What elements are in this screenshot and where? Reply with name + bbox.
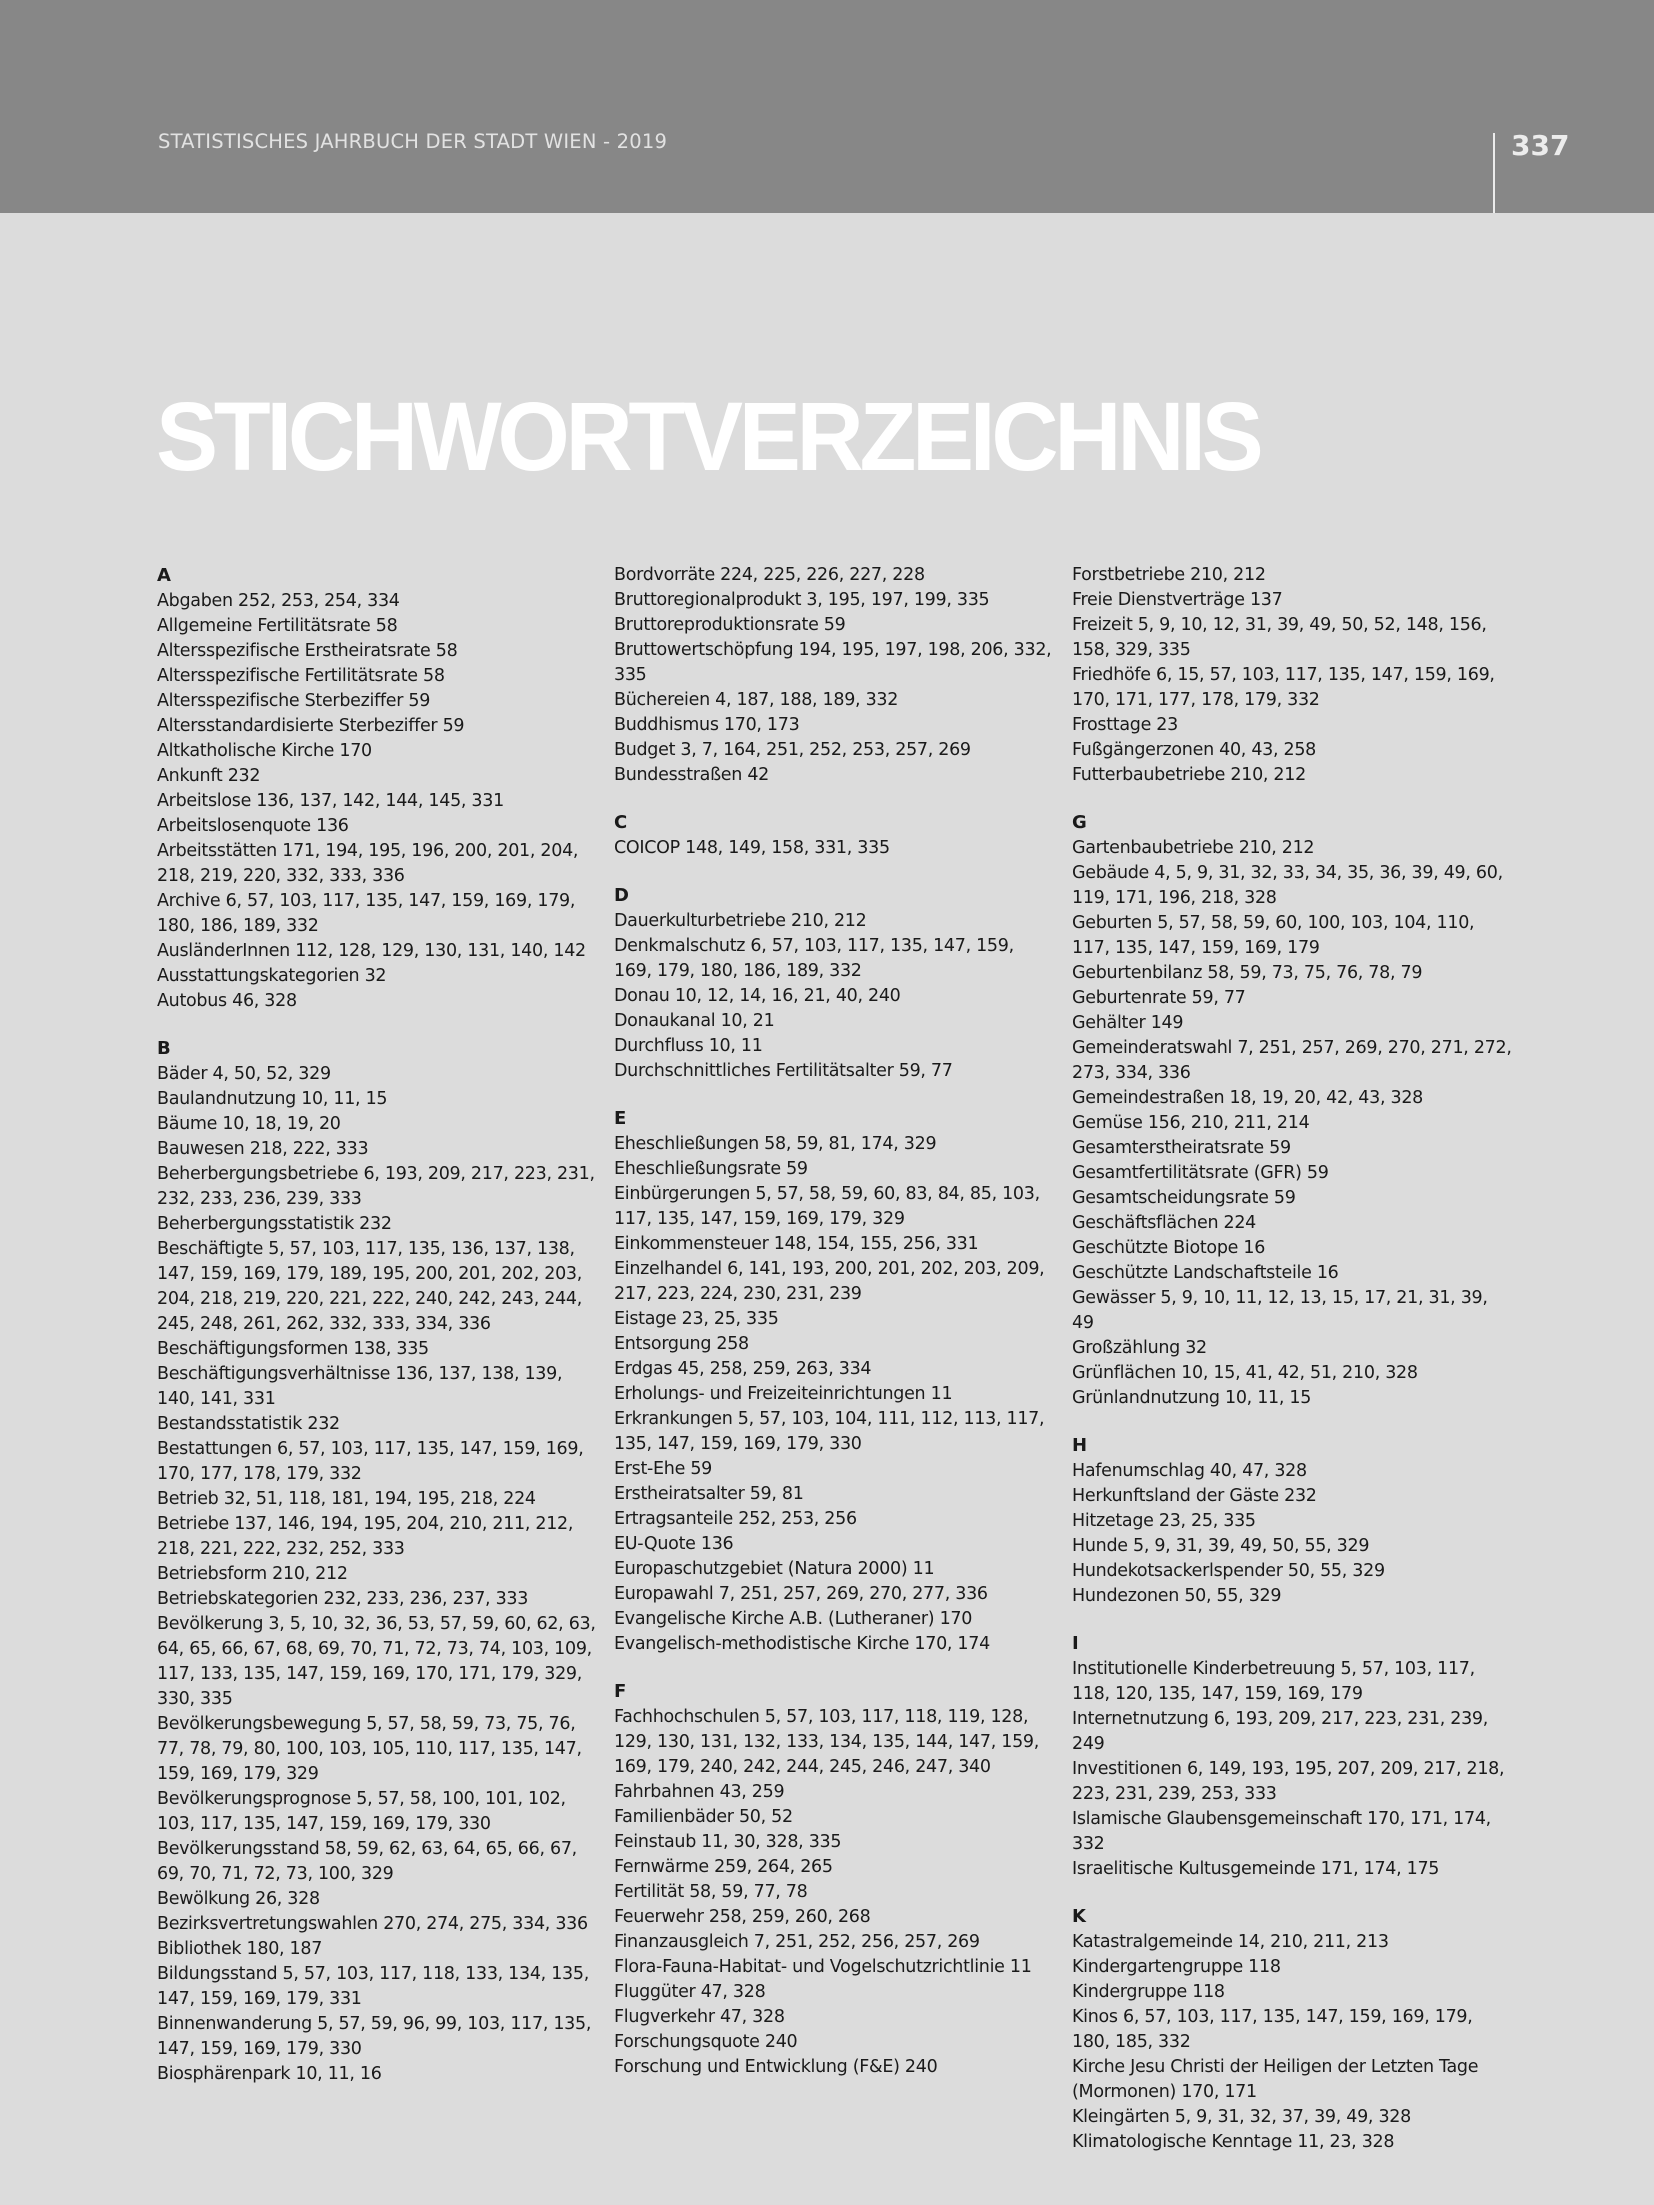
index-entry: Israelitische Kultusgemeinde 171, 174, 175 [1072,1859,1440,1879]
index-entry: Baulandnutzung 10, 11, 15 [157,1089,388,1109]
section-letter: G [1072,812,1087,833]
index-entry: Eheschließungsrate 59 [614,1159,808,1179]
index-entry: Fußgängerzonen 40, 43, 258 [1072,740,1317,760]
index-entry: Katastralgemeinde 14, 210, 211, 213 [1072,1932,1389,1952]
index-entry: Islamische Glaubensgemeinschaft 170, 171, 174, 332 [1072,1809,1491,1854]
index-entry: Grünflächen 10, 15, 41, 42, 51, 210, 328 [1072,1363,1418,1383]
index-entry: Geburtenrate 59, 77 [1072,988,1246,1008]
index-entry: Fachhochschulen 5, 57, 103, 117, 118, 119, 128, 129, 130, 131, 132, 133, 134, 135, 144, 147, 159, 169, 179, 240, 242, 244, 245, 246, 247, 340 [614,1707,1040,1777]
index-entry: Altersspezifische Fertilitätsrate 58 [157,666,445,686]
index-section [614,563,1054,788]
index-entry: Bezirksvertretungswahlen 270, 274, 275, 334, 336 [157,1914,588,1934]
index-entry: Bevölkerung 3, 5, 10, 32, 36, 53, 57, 59, 60, 62, 63, 64, 65, 66, 67, 68, 69, 70, 71, 72, 73, 74, 103, 109, 117, 133, 135, 147, 159, 169, 170, 171, 179, 329, 330, 335 [157,1614,596,1709]
index-entry: Geburten 5, 57, 58, 59, 60, 100, 103, 104, 110, 117, 135, 147, 159, 169, 179 [1072,913,1475,958]
index-entry: Friedhöfe 6, 15, 57, 103, 117, 135, 147, 159, 169, 170, 171, 177, 178, 179, 332 [1072,665,1495,710]
index-entry: Gemüse 156, 210, 211, 214 [1072,1113,1310,1133]
index-entry: Gebäude 4, 5, 9, 31, 32, 33, 34, 35, 36, 39, 49, 60, 119, 171, 196, 218, 328 [1072,863,1503,908]
index-entry: Donaukanal 10, 21 [614,1011,775,1031]
index-section [614,810,1054,861]
section-letter: D [614,885,629,906]
index-entry: Altersspezifische Erstheiratsrate 58 [157,641,458,661]
index-entry: Archive 6, 57, 103, 117, 135, 147, 159, 169, 179, 180, 186, 189, 332 [157,891,576,936]
index-entry: Europawahl 7, 251, 257, 269, 270, 277, 336 [614,1584,988,1604]
index-entry: Fertilität 58, 59, 77, 78 [614,1882,808,1902]
index-entry: Freizeit 5, 9, 10, 12, 31, 39, 49, 50, 52, 148, 156, 158, 329, 335 [1072,615,1487,660]
index-entry: Kleingärten 5, 9, 31, 32, 37, 39, 49, 328 [1072,2107,1411,2127]
page-number: 337 [1511,129,1570,162]
index-entry: Internetnutzung 6, 193, 209, 217, 223, 231, 239, 249 [1072,1709,1489,1754]
index-entry: Ertragsanteile 252, 253, 256 [614,1509,857,1529]
index-entry: Gemeinderatswahl 7, 251, 257, 269, 270, 271, 272, 273, 334, 336 [1072,1038,1512,1083]
index-section [1072,1631,1512,1882]
index-entry: Gemeindestraßen 18, 19, 20, 42, 43, 328 [1072,1088,1423,1108]
index-entry: Fluggüter 47, 328 [614,1982,766,2002]
index-entry: Evangelisch-methodistische Kirche 170, 174 [614,1634,990,1654]
index-entry: Dauerkulturbetriebe 210, 212 [614,911,867,931]
index-section [157,1036,597,2087]
index-entry: Eheschließungen 58, 59, 81, 174, 329 [614,1134,937,1154]
index-entry: Bäder 4, 50, 52, 329 [157,1064,331,1084]
index-entry: Gesamtscheidungsrate 59 [1072,1188,1296,1208]
index-entry: Erdgas 45, 258, 259, 263, 334 [614,1359,872,1379]
index-entry: Durchfluss 10, 11 [614,1036,763,1056]
index-entry: Altersspezifische Sterbeziffer 59 [157,691,431,711]
index-section [157,563,597,1014]
index-entry: Hunde 5, 9, 31, 39, 49, 50, 55, 329 [1072,1536,1370,1556]
index-entry: Bildungsstand 5, 57, 103, 117, 118, 133, 134, 135, 147, 159, 169, 179, 331 [157,1964,589,2009]
index-entry: Kindergruppe 118 [1072,1982,1225,2002]
index-entry: Altersstandardisierte Sterbeziffer 59 [157,716,465,736]
index-entry: Bruttoreproduktionsrate 59 [614,615,846,635]
index-section [614,883,1054,1084]
index-entry: Flugverkehr 47, 328 [614,2007,785,2027]
index-entry: Forstbetriebe 210, 212 [1072,565,1266,585]
index-entry: Gehälter 149 [1072,1013,1184,1033]
index-entry: Einzelhandel 6, 141, 193, 200, 201, 202, 203, 209, 217, 223, 224, 230, 231, 239 [614,1259,1045,1304]
index-column-1 [157,563,597,2109]
index-entry: Forschungsquote 240 [614,2032,798,2052]
index-entry: Geschützte Biotope 16 [1072,1238,1266,1258]
index-entry: Familienbäder 50, 52 [614,1807,793,1827]
index-entry: Erkrankungen 5, 57, 103, 104, 111, 112, 113, 117, 135, 147, 159, 169, 179, 330 [614,1409,1045,1454]
index-entry: Bestandsstatistik 232 [157,1414,340,1434]
index-entry: Erholungs- und Freizeiteinrichtungen 11 [614,1384,953,1404]
index-entry: Hundezonen 50, 55, 329 [1072,1586,1282,1606]
index-entry: Autobus 46, 328 [157,991,297,1011]
index-column-2 [614,563,1054,2102]
index-entry: Gewässer 5, 9, 10, 11, 12, 13, 15, 17, 21, 31, 39, 49 [1072,1288,1488,1333]
index-entry: Institutionelle Kinderbetreuung 5, 57, 103, 117, 118, 120, 135, 147, 159, 169, 179 [1072,1659,1475,1704]
index-entry: Arbeitslosenquote 136 [157,816,349,836]
index-section [1072,810,1512,1411]
index-entry: Geschäftsflächen 224 [1072,1213,1256,1233]
index-entry: Gartenbaubetriebe 210, 212 [1072,838,1315,858]
section-letter: F [614,1681,627,1702]
index-entry: Ausstattungskategorien 32 [157,966,387,986]
index-entry: Bruttowertschöpfung 194, 195, 197, 198, 206, 332, 335 [614,640,1052,685]
index-entry: Betrieb 32, 51, 118, 181, 194, 195, 218, 224 [157,1489,536,1509]
index-entry: Kirche Jesu Christi der Heiligen der Letzten Tage (Mormonen) 170, 171 [1072,2057,1479,2102]
section-letter: C [614,812,628,833]
index-entry: Bauwesen 218, 222, 333 [157,1139,369,1159]
index-entry: Europaschutzgebiet (Natura 2000) 11 [614,1559,935,1579]
index-entry: Ankunft 232 [157,766,261,786]
index-entry: Futterbaubetriebe 210, 212 [1072,765,1306,785]
index-entry: Durchschnittliches Fertilitätsalter 59, 77 [614,1061,953,1081]
index-entry: Beschäftigungsverhältnisse 136, 137, 138, 139, 140, 141, 331 [157,1364,563,1409]
index-entry: COICOP 148, 149, 158, 331, 335 [614,838,890,858]
index-entry: Freie Dienstverträge 137 [1072,590,1283,610]
index-entry: Grünlandnutzung 10, 11, 15 [1072,1388,1312,1408]
index-entry: Betriebe 137, 146, 194, 195, 204, 210, 211, 212, 218, 221, 222, 232, 252, 333 [157,1514,574,1559]
index-entry: Bundesstraßen 42 [614,765,769,785]
index-section [614,1106,1054,1657]
index-entry: Büchereien 4, 187, 188, 189, 332 [614,690,899,710]
index-entry: Geburtenbilanz 58, 59, 73, 75, 76, 78, 79 [1072,963,1423,983]
index-entry: Bordvorräte 224, 225, 226, 227, 228 [614,565,925,585]
index-entry: Budget 3, 7, 164, 251, 252, 253, 257, 269 [614,740,971,760]
page-number-divider [1493,133,1495,213]
header-band [0,0,1654,213]
section-letter: K [1072,1906,1086,1927]
index-entry: Hundekotsackerlspender 50, 55, 329 [1072,1561,1385,1581]
index-entry: Bevölkerungsprognose 5, 57, 58, 100, 101, 102, 103, 117, 135, 147, 159, 169, 179, 330 [157,1789,566,1834]
index-entry: Bestattungen 6, 57, 103, 117, 135, 147, 159, 169, 170, 177, 178, 179, 332 [157,1439,584,1484]
index-entry: Klimatologische Kenntage 11, 23, 328 [1072,2132,1395,2152]
index-entry: Fahrbahnen 43, 259 [614,1782,785,1802]
running-head: STATISTISCHES JAHRBUCH DER STADT WIEN - 2019 [158,130,668,153]
index-entry: Abgaben 252, 253, 254, 334 [157,591,400,611]
index-entry: Bevölkerungsbewegung 5, 57, 58, 59, 73, 75, 76, 77, 78, 79, 80, 100, 103, 105, 110, 117, 135, 147, 159, 169, 179, 329 [157,1714,582,1784]
index-entry: Bewölkung 26, 328 [157,1889,320,1909]
index-entry: Bibliothek 180, 187 [157,1939,323,1959]
index-entry: Investitionen 6, 149, 193, 195, 207, 209, 217, 218, 223, 231, 239, 253, 333 [1072,1759,1505,1804]
index-entry: Biosphärenpark 10, 11, 16 [157,2064,382,2084]
index-entry: Altkatholische Kirche 170 [157,741,372,761]
index-entry: Arbeitslose 136, 137, 142, 144, 145, 331 [157,791,504,811]
index-entry: Donau 10, 12, 14, 16, 21, 40, 240 [614,986,901,1006]
index-entry: Finanzausgleich 7, 251, 252, 256, 257, 269 [614,1932,980,1952]
index-entry: Betriebskategorien 232, 233, 236, 237, 333 [157,1589,529,1609]
index-entry: Binnenwanderung 5, 57, 59, 96, 99, 103, 117, 135, 147, 159, 169, 179, 330 [157,2014,592,2059]
index-entry: Eistage 23, 25, 335 [614,1309,779,1329]
index-entry: Einkommensteuer 148, 154, 155, 256, 331 [614,1234,979,1254]
index-entry: Bruttoregionalprodukt 3, 195, 197, 199, 335 [614,590,990,610]
section-letter: E [614,1108,627,1129]
index-entry: Gesamtfertilitätsrate (GFR) 59 [1072,1163,1329,1183]
index-entry: Arbeitsstätten 171, 194, 195, 196, 200, 201, 204, 218, 219, 220, 332, 333, 336 [157,841,579,886]
section-letter: A [157,565,171,586]
index-entry: Geschützte Landschaftsteile 16 [1072,1263,1339,1283]
index-entry: Frosttage 23 [1072,715,1178,735]
index-entry: Fernwärme 259, 264, 265 [614,1857,833,1877]
index-entry: Einbürgerungen 5, 57, 58, 59, 60, 83, 84, 85, 103, 117, 135, 147, 159, 169, 179, 329 [614,1184,1040,1229]
page-title: STICHWORTVERZEICHNIS [156,382,1260,491]
index-entry: Flora-Fauna-Habitat- und Vogelschutzrichtlinie 11 [614,1957,1032,1977]
index-entry: EU-Quote 136 [614,1534,734,1554]
index-entry: Beherbergungsbetriebe 6, 193, 209, 217, 223, 231, 232, 233, 236, 239, 333 [157,1164,595,1209]
index-entry: Betriebsform 210, 212 [157,1564,348,1584]
index-entry: Herkunftsland der Gäste 232 [1072,1486,1317,1506]
index-entry: Kindergartengruppe 118 [1072,1957,1281,1977]
index-section [1072,1433,1512,1609]
index-section [1072,563,1512,788]
index-entry: Feuerwehr 258, 259, 260, 268 [614,1907,871,1927]
index-column-3 [1072,563,1512,2177]
index-section [1072,1904,1512,2155]
section-letter: B [157,1038,171,1059]
index-entry: Denkmalschutz 6, 57, 103, 117, 135, 147, 159, 169, 179, 180, 186, 189, 332 [614,936,1014,981]
index-entry: Feinstaub 11, 30, 328, 335 [614,1832,842,1852]
index-entry: Erst-Ehe 59 [614,1459,712,1479]
index-entry: Entsorgung 258 [614,1334,749,1354]
index-entry: Beherbergungsstatistik 232 [157,1214,392,1234]
index-entry: Beschäftigungsformen 138, 335 [157,1339,429,1359]
section-letter: H [1072,1435,1088,1456]
index-entry: Hitzetage 23, 25, 335 [1072,1511,1256,1531]
index-entry: Evangelische Kirche A.B. (Lutheraner) 170 [614,1609,973,1629]
index-entry: Bevölkerungsstand 58, 59, 62, 63, 64, 65, 66, 67, 69, 70, 71, 72, 73, 100, 329 [157,1839,577,1884]
index-entry: Bäume 10, 18, 19, 20 [157,1114,341,1134]
index-entry: Gesamterstheiratsrate 59 [1072,1138,1291,1158]
section-letter: I [1072,1633,1079,1654]
index-entry: Erstheiratsalter 59, 81 [614,1484,804,1504]
index-entry: AusländerInnen 112, 128, 129, 130, 131, 140, 142 [157,941,586,961]
index-entry: Forschung und Entwicklung (F&E) 240 [614,2057,938,2077]
index-entry: Großzählung 32 [1072,1338,1207,1358]
index-entry: Buddhismus 170, 173 [614,715,800,735]
index-entry: Kinos 6, 57, 103, 117, 135, 147, 159, 169, 179, 180, 185, 332 [1072,2007,1473,2052]
index-entry: Hafenumschlag 40, 47, 328 [1072,1461,1307,1481]
index-entry: Beschäftigte 5, 57, 103, 117, 135, 136, 137, 138, 147, 159, 169, 179, 189, 195, 200, 201, 202, 203, 204, 218, 219, 220, 221, 222, 240, 242, 243, 244, 245, 248, 261, 262, 332, 333, 334, 336 [157,1239,583,1334]
index-entry: Allgemeine Fertilitätsrate 58 [157,616,398,636]
index-section [614,1679,1054,2080]
